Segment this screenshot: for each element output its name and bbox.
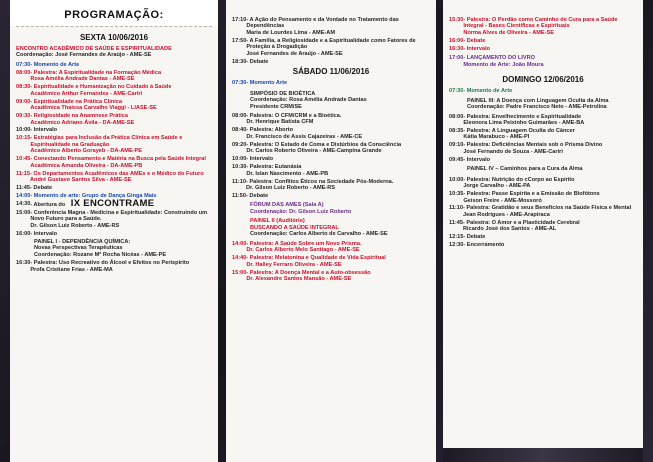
schedule-time: 10:45 bbox=[16, 156, 31, 163]
book-launch-row bbox=[449, 55, 637, 68]
schedule-item bbox=[449, 157, 637, 163]
schedule-time: 08:40 bbox=[232, 127, 247, 134]
schedule-speaker: Eleonora Lima Peixinho Guimarães - AME-BA bbox=[463, 119, 585, 126]
schedule-item bbox=[16, 70, 212, 83]
schedule-title: - Espiritualidade na Prática Clínica bbox=[30, 98, 123, 105]
schedule-speaker: Dr. Carlos Alberto Melo Santiago - AME-SE bbox=[246, 247, 360, 254]
schedule-title: - Palestra: Aborto bbox=[246, 127, 294, 134]
schedule-item bbox=[232, 241, 430, 254]
schedule-title: - Palestra: Deficiências Mentais sob o Prisma Divino bbox=[463, 142, 603, 149]
schedule-item bbox=[16, 113, 212, 126]
schedule-time: 11:50 bbox=[232, 192, 246, 199]
panel-ii-coordination: Coordenação: Carlos Alberto de Carvalho - AME-SE bbox=[250, 231, 388, 238]
schedule-time: 08:00 bbox=[16, 69, 31, 76]
schedule-title: - Debate bbox=[30, 185, 53, 192]
schedule-speaker: José Fernandes de Araújo - AME-SE bbox=[246, 50, 343, 57]
schedule-speaker: Acadêmica Amanda Oliveira - DA-AME-PB bbox=[30, 162, 143, 169]
schedule-title: - Palestra: Gratidão e seus Benefícios na Saúde Física e Mental bbox=[463, 205, 632, 212]
schedule-title: - Os Departamentos Acadêmicos das AMEs e o Médico do Futuro bbox=[30, 170, 204, 177]
event-coordination: Coordenação: José Fernandes de Araújo - AME-SE bbox=[16, 52, 152, 59]
schedule-time: 12:30 bbox=[449, 242, 464, 249]
saturday-afternoon-schedule bbox=[232, 241, 430, 283]
schedule-item bbox=[232, 80, 430, 86]
schedule-item bbox=[16, 99, 212, 112]
schedule-title: - Debate bbox=[463, 37, 486, 44]
schedule-time: 10:35 bbox=[449, 191, 464, 198]
schedule-title: - Estratégias para Inclusão da Prática Clínica em Saúde e Espiritualidade na Graduação bbox=[30, 135, 183, 148]
schedule-speaker: Dr. Gilson Luiz Roberto - AME-RS bbox=[246, 185, 335, 192]
schedule-time: 18:30 bbox=[232, 58, 247, 65]
schedule-title: - Debate bbox=[246, 192, 269, 199]
schedule-item bbox=[16, 156, 212, 169]
symposium-role: Presidente CRM/SE bbox=[250, 103, 302, 110]
panel-saturday bbox=[226, 0, 436, 462]
schedule-time: 08:35 bbox=[449, 127, 464, 134]
schedule-time: 11:45 bbox=[449, 219, 463, 226]
saturday-schedule bbox=[232, 113, 430, 199]
schedule-speaker: Profa Cristiane Frias - AME-MA bbox=[30, 266, 113, 273]
symposium-coordination: Coordenação: Rosa Amélia Andrade Dantas bbox=[250, 97, 367, 104]
schedule-time: 08:00 bbox=[449, 113, 464, 120]
schedule-speaker: André Gustavo Santos Silva - AME-SE bbox=[30, 177, 132, 184]
panel-ii-title: PAINEL II (Auditório) bbox=[250, 218, 305, 225]
schedule-item bbox=[16, 171, 212, 184]
schedule-time: 11:10 bbox=[449, 205, 463, 212]
panel-i-title: PAINEL I - DEPENDÊNCIA QUÍMICA: bbox=[34, 238, 131, 245]
schedule-title: - Palestra: Eutanásia bbox=[246, 164, 302, 171]
schedule-item bbox=[232, 179, 430, 192]
schedule-item bbox=[449, 114, 637, 127]
schedule-title: - Momento Arte bbox=[246, 80, 288, 87]
schedule-title: - Intervalo bbox=[246, 156, 274, 163]
forum-block bbox=[232, 202, 430, 215]
schedule-item bbox=[232, 113, 430, 126]
schedule-item bbox=[16, 231, 212, 237]
panel-ii-subtitle: BUSCANDO A SAÚDE INTEGRAL bbox=[250, 224, 339, 231]
schedule-time: 07:30 bbox=[232, 80, 247, 87]
schedule-item bbox=[16, 84, 212, 97]
panel-i-coordination: Coordenação: Rozane Mª Rocha Nicéas - AME-PE bbox=[34, 251, 167, 258]
divider bbox=[16, 26, 212, 27]
saturday-late-schedule bbox=[449, 17, 637, 52]
schedule-title: - Momento de Arte bbox=[463, 88, 513, 95]
sunday-schedule bbox=[449, 114, 637, 164]
panel-friday bbox=[10, 0, 218, 462]
schedule-item bbox=[449, 17, 637, 36]
schedule-title: - Palestra: Passe Espírita e a Emissão de Biofótons bbox=[463, 191, 600, 198]
panel-iii-coordination: Coordenação: Padre Francisco Neto - AME-Petrolina bbox=[467, 104, 607, 111]
schedule-item bbox=[449, 220, 637, 233]
schedule-title: - Conferência Magna - Medicina e Espiritualidade: Construindo um Novo Futuro para a Saúde. bbox=[30, 209, 208, 223]
schedule-speaker: Acadêmico Arthur Fernandes - AME-Cariri bbox=[30, 90, 143, 97]
schedule-item bbox=[232, 142, 430, 155]
schedule-time: 09:20 bbox=[232, 141, 247, 148]
schedule-time: 15:00 bbox=[16, 209, 31, 216]
book-launch-sub: Momento de Arte: João Moura bbox=[463, 61, 544, 68]
schedule-speaker: José Fernando de Souza - AME-Cariri bbox=[463, 148, 563, 155]
panel-iii-block bbox=[449, 98, 637, 111]
schedule-speaker: Dr. Francisco de Assis Cajazeiras - AME-CE bbox=[246, 133, 363, 140]
schedule-speaker: Geison Freire - AME-Mossoró bbox=[463, 197, 542, 204]
friday-schedule-2 bbox=[16, 210, 212, 237]
schedule-item bbox=[232, 127, 430, 140]
schedule-item bbox=[232, 38, 430, 57]
program-heading: PROGRAMAÇÃO: bbox=[10, 0, 218, 26]
panel-i-subtitle: Novas Perspectivas Terapêuticas bbox=[34, 245, 123, 252]
schedule-title: - Momento de arte: Grupo de Dança Ginga Mais bbox=[30, 193, 157, 200]
schedule-item bbox=[449, 38, 637, 44]
schedule-title: - A Família, a Religiosidade e a Espiritualidade como Fatores de Proteção à Drogadição bbox=[246, 37, 416, 51]
panel-i-block bbox=[16, 239, 212, 258]
schedule-speaker: Norma Alves de Oliveira - AME-SE bbox=[463, 29, 554, 36]
schedule-item bbox=[16, 127, 212, 133]
schedule-item bbox=[449, 46, 637, 52]
schedule-title: - Palestra: Melatonina e Qualidade de Vida Espiritual bbox=[246, 255, 386, 262]
decorative-strip bbox=[443, 448, 643, 462]
schedule-title: - Palestra: A Linguagem Oculta do Câncer bbox=[463, 127, 575, 134]
schedule-time: 08:30 bbox=[16, 84, 31, 91]
friday-schedule bbox=[16, 62, 212, 200]
schedule-title: - Palestra: Conflitos Éticos na Sociedade Pós-Moderna. bbox=[246, 178, 394, 185]
schedule-title: - Intervalo bbox=[30, 127, 58, 134]
schedule-item bbox=[449, 205, 637, 218]
panel-sunday bbox=[443, 0, 643, 462]
saturday-morning-art bbox=[232, 80, 430, 86]
day-sunday: DOMINGO 12/06/2016 bbox=[502, 75, 584, 85]
schedule-time: 15:00 bbox=[232, 269, 247, 276]
schedule-time: 14:00 bbox=[16, 193, 31, 200]
schedule-time: 07:30 bbox=[16, 61, 31, 68]
schedule-speaker: Acadêmico Adriano Ávila - DA-AME-SE bbox=[30, 119, 135, 126]
schedule-title: - Palestra: A Saúde Sobre um Novo Prisma. bbox=[246, 240, 362, 247]
day-friday: SEXTA 10/06/2016 bbox=[79, 33, 149, 42]
schedule-time: 12:15 bbox=[449, 234, 464, 241]
schedule-item bbox=[232, 17, 430, 36]
schedule-time: 07:30 bbox=[449, 88, 464, 95]
friday-evening-schedule bbox=[232, 17, 430, 65]
schedule-title: - Palestra: O Amor e a Plasticidade Cerebral bbox=[463, 219, 580, 226]
book-launch-title: - LANÇAMENTO DO LIVRO bbox=[463, 55, 535, 62]
schedule-time: 11:10 bbox=[232, 178, 246, 185]
schedule-time: 10:00 bbox=[232, 156, 247, 163]
schedule-item bbox=[449, 234, 637, 240]
schedule-speaker: Maria de Lourdes Lima - AME-AM bbox=[246, 29, 335, 36]
schedule-time: 10:30 bbox=[232, 164, 247, 171]
schedule-title: - Debate bbox=[463, 234, 486, 241]
schedule-item bbox=[449, 242, 637, 248]
schedule-item bbox=[232, 156, 430, 162]
schedule-speaker: Acadêmico Alberto Gorayeb - DA-AME-PE bbox=[30, 148, 142, 155]
event-title: ENCONTRO ACADÊMICO DE SAÚDE E ESPIRITUALIDADE bbox=[16, 46, 172, 52]
schedule-speaker: Kátia Marabuco - AME-PI bbox=[463, 134, 530, 141]
schedule-title: - Espiritualidade e Humanização no Cuidado à Saúde bbox=[30, 84, 172, 91]
panel-ii-block bbox=[232, 218, 430, 237]
schedule-time: 09:45 bbox=[449, 156, 464, 163]
schedule-item bbox=[16, 135, 212, 154]
symposium-title: SIMPÓSIO DE BIOÉTICA bbox=[250, 90, 316, 97]
schedule-title: - Palestra: O CFM/CRM e a Bioética. bbox=[246, 112, 342, 119]
schedule-time: 16:30 bbox=[16, 260, 31, 267]
schedule-time: 10:00 bbox=[16, 127, 31, 134]
schedule-time: 16:30 bbox=[449, 45, 464, 52]
schedule-time: 08:00 bbox=[232, 112, 247, 119]
schedule-item bbox=[232, 164, 430, 177]
schedule-time: 09:00 bbox=[16, 98, 31, 105]
schedule-title: - Palestra: A Doença Mental e a Auto-obsessão bbox=[246, 269, 371, 276]
schedule-speaker: Dr. Alexandre Santos Mansão - AME-SE bbox=[246, 275, 352, 282]
schedule-item bbox=[449, 191, 637, 204]
schedule-item bbox=[232, 193, 430, 199]
schedule-speaker: Dr. Carlos Roberto Oliveira - AME-Campina Grande bbox=[246, 148, 382, 155]
forum-title: FÓRUM DAS AMES (Sala A) bbox=[250, 202, 324, 209]
schedule-item bbox=[449, 142, 637, 155]
opening-title: IX ENCONTRAME bbox=[70, 198, 155, 210]
schedule-item bbox=[16, 260, 212, 273]
schedule-title: - Palestra: A Espiritualidade na Formação Médica bbox=[30, 69, 162, 76]
schedule-time: 10:15 bbox=[16, 135, 31, 142]
schedule-item bbox=[16, 210, 212, 229]
schedule-time: 09:10 bbox=[449, 142, 464, 149]
schedule-time: 17:50 bbox=[232, 37, 247, 44]
schedule-title: - Intervalo bbox=[30, 230, 58, 237]
schedule-speaker: Dr. Halley Ferraro Oliveira - AME-SE bbox=[246, 261, 342, 268]
schedule-title: - Palestra: Uso Recreativo do Álcool e Efeitos no Perispírito bbox=[30, 260, 190, 267]
schedule-speaker: Dr. Gilson Luiz Roberto - AME-RS bbox=[30, 222, 120, 229]
schedule-title: - Palestra: Envelhecimento e Espiritualidade bbox=[463, 113, 582, 120]
schedule-time: 11:45 bbox=[16, 185, 30, 192]
sunday-morning-art bbox=[449, 88, 637, 94]
schedule-title: - Conectando Pensamento e Matéria na Busca pela Saúde Integral bbox=[30, 156, 206, 163]
schedule-speaker: Dr. Henrique Batista CFM bbox=[246, 119, 314, 126]
schedule-item bbox=[449, 88, 637, 94]
schedule-time: 09:30 bbox=[16, 113, 31, 120]
schedule-item bbox=[232, 255, 430, 268]
schedule-time: 17:10 bbox=[232, 17, 247, 23]
schedule-item bbox=[449, 177, 637, 190]
friday-schedule-3 bbox=[16, 260, 212, 273]
panel-iv-title: PAINEL IV – Caminhos para a Cura da Alma bbox=[467, 166, 583, 173]
schedule-title: - Debate bbox=[246, 58, 269, 65]
schedule-title: - Palestra: O Estado de Coma e Distúrbios da Consciência bbox=[246, 141, 402, 148]
day-saturday: SÁBADO 11/06/2016 bbox=[292, 67, 370, 77]
book-launch-time: 17:00 bbox=[449, 55, 464, 62]
schedule-time: 10:00 bbox=[449, 176, 464, 183]
schedule-title: - Momento de Arte bbox=[30, 61, 80, 68]
schedule-speaker: Jean Rodrigues - AME-Arapiraca bbox=[463, 211, 550, 218]
opening-prefix: - Abertura do bbox=[30, 202, 66, 209]
schedule-title: - Palestra: Nutrição do cCorpo ao Espírito bbox=[463, 176, 575, 183]
schedule-time: 11:15 bbox=[16, 170, 30, 177]
schedule-time: 14:40 bbox=[232, 255, 247, 262]
forum-coordination: Coordenação: Dr. Gilson Luiz Roberto bbox=[250, 208, 352, 215]
schedule-title: - Encerramento bbox=[463, 242, 505, 249]
schedule-time: 16:00 bbox=[449, 37, 464, 44]
schedule-speaker: Jorge Carvalho - AME-PA bbox=[463, 183, 531, 190]
opening-time: 14:30 bbox=[16, 201, 31, 208]
schedule-speaker: Rosa Amélia Andrade Dantas - AME-SE bbox=[30, 76, 135, 83]
schedule-time: 14:00 bbox=[232, 240, 247, 247]
panel-iii-title: PAINEL III: A Doença com Linguagem Oculta da Alma bbox=[467, 97, 609, 104]
schedule-item bbox=[449, 128, 637, 141]
schedule-title: - Religiosidade na Anamnese Prática bbox=[30, 113, 129, 120]
sunday-schedule-2 bbox=[449, 177, 637, 249]
schedule-title: - A Ação do Pensamento e da Vontade no Tratamento das Dependências bbox=[246, 17, 399, 30]
symposium-block bbox=[232, 91, 430, 110]
schedule-title: - Intervalo bbox=[463, 45, 491, 52]
schedule-speaker: Ricardo José dos Santos - AME-AL bbox=[463, 226, 557, 233]
schedule-speaker: Dr. Islan Nascimento - AME-PB bbox=[246, 170, 329, 177]
schedule-title: - Palestra: O Perdão como Caminho de Cura para a Saúde Integral - Bases Científicas e Espirituais bbox=[463, 17, 618, 30]
schedule-time: 16:00 bbox=[16, 230, 31, 237]
schedule-title: - Intervalo bbox=[463, 156, 491, 163]
schedule-time: 15:30 bbox=[449, 17, 464, 23]
schedule-item bbox=[232, 270, 430, 283]
schedule-item bbox=[16, 185, 212, 191]
schedule-item bbox=[16, 62, 212, 68]
schedule-speaker: Acadêmica Thaissa Carvalho Viaggi - LIASE-SE bbox=[30, 105, 157, 112]
opening-row bbox=[16, 198, 212, 210]
schedule-item bbox=[232, 59, 430, 65]
